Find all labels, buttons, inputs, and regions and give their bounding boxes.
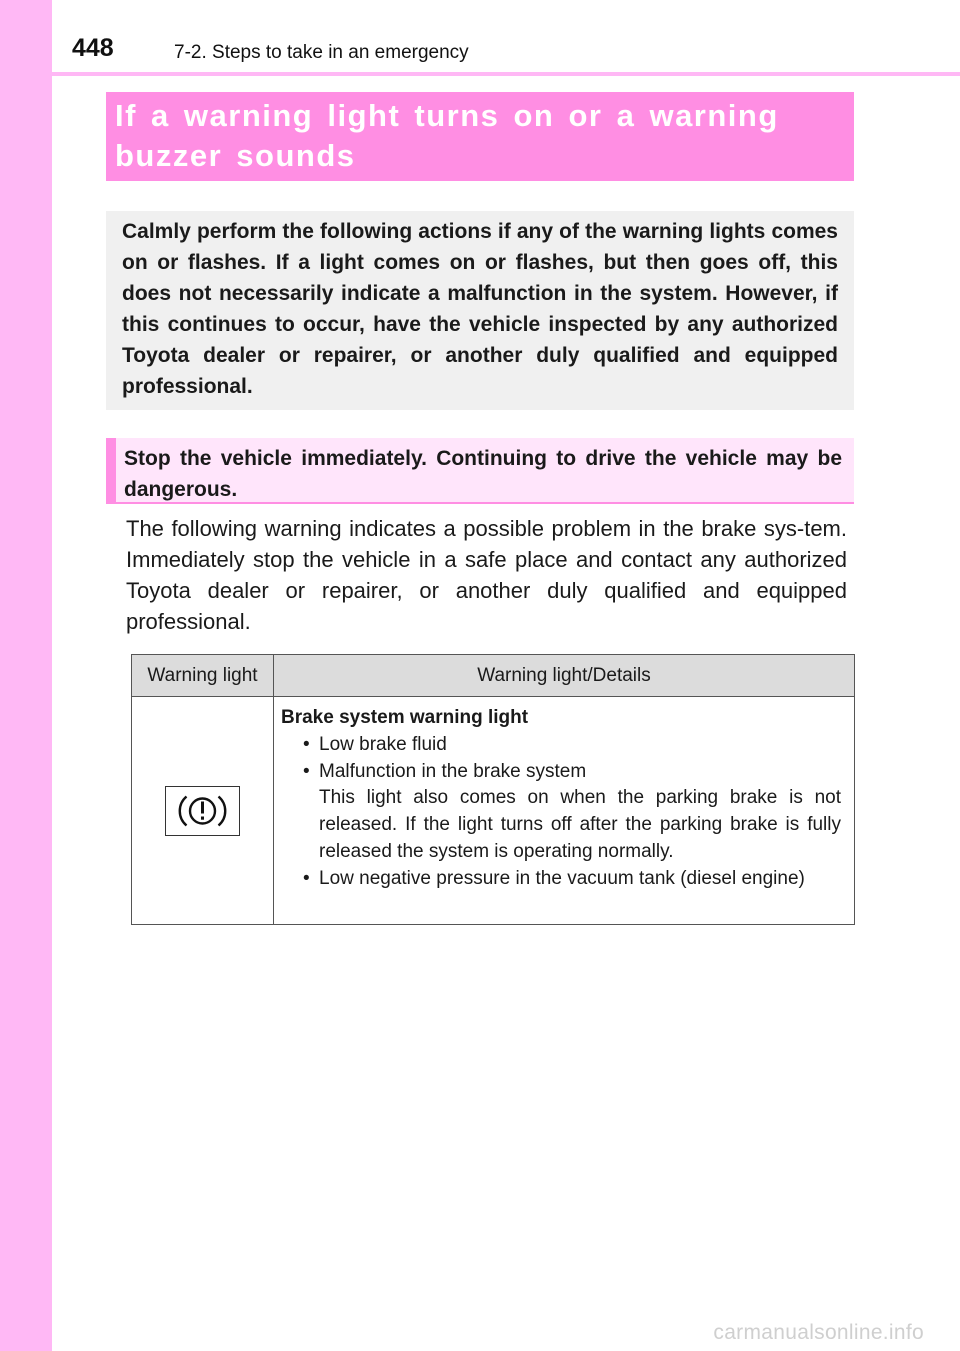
list-item: • Low negative pressure in the vacuum tank (diesel engine) — [303, 867, 805, 889]
table-header-details: Warning light/Details — [274, 655, 855, 697]
warning-callout — [106, 438, 854, 504]
page-number: 448 — [72, 34, 114, 62]
list-item: • Low brake fluid — [303, 733, 447, 755]
list-item: • Malfunction in the brake system — [303, 760, 587, 782]
table-header-row — [132, 655, 855, 697]
intro-box — [106, 211, 854, 410]
warning-light-table — [131, 654, 855, 925]
page-title-box — [106, 92, 854, 181]
section-header: 7-2. Steps to take in an emergency — [174, 42, 469, 63]
table-row — [132, 697, 855, 925]
body-paragraph: The following warning indicates a possible problem in the brake sys-tem. Immediately stop the vehicle in a safe place and contact any authorized Toyota dealer or repairer, or another duly qualified and equipped professional. — [126, 516, 847, 634]
warning-callout-bar — [106, 438, 116, 502]
brake-warning-icon — [165, 786, 240, 836]
page-title-line-1: If a warning light turns on or a warning — [115, 98, 779, 133]
warning-callout-text: Stop the vehicle immediately. Continuing to drive the vehicle may be dangerous. — [124, 447, 842, 501]
table-cell-icon — [132, 697, 274, 925]
detail-title: Brake system warning light — [281, 707, 529, 728]
side-color-strip — [0, 0, 52, 1351]
page-title — [115, 96, 846, 176]
detail-note: This light also comes on when the parking brake is not released. If the light turns off after the parking brake is fully released the system is operating normally. — [319, 787, 841, 862]
table-header-warning-light: Warning light — [132, 655, 274, 697]
intro-text: Calmly perform the following actions if any of the warning lights comes on or flashes. If a light comes on or flashes, but then goes off, this does not necessarily indicate a malfunction in the system. However, if this continues to occur, have the vehicle inspected by any authorized Toyota dealer or repairer, or another duly qualified and equipped professional. — [122, 220, 838, 398]
footer-watermark: carmanualsonline.info — [713, 1321, 924, 1344]
table-cell-details — [274, 697, 855, 925]
header-rule — [0, 72, 960, 76]
page-title-line-2: buzzer sounds — [115, 138, 356, 173]
